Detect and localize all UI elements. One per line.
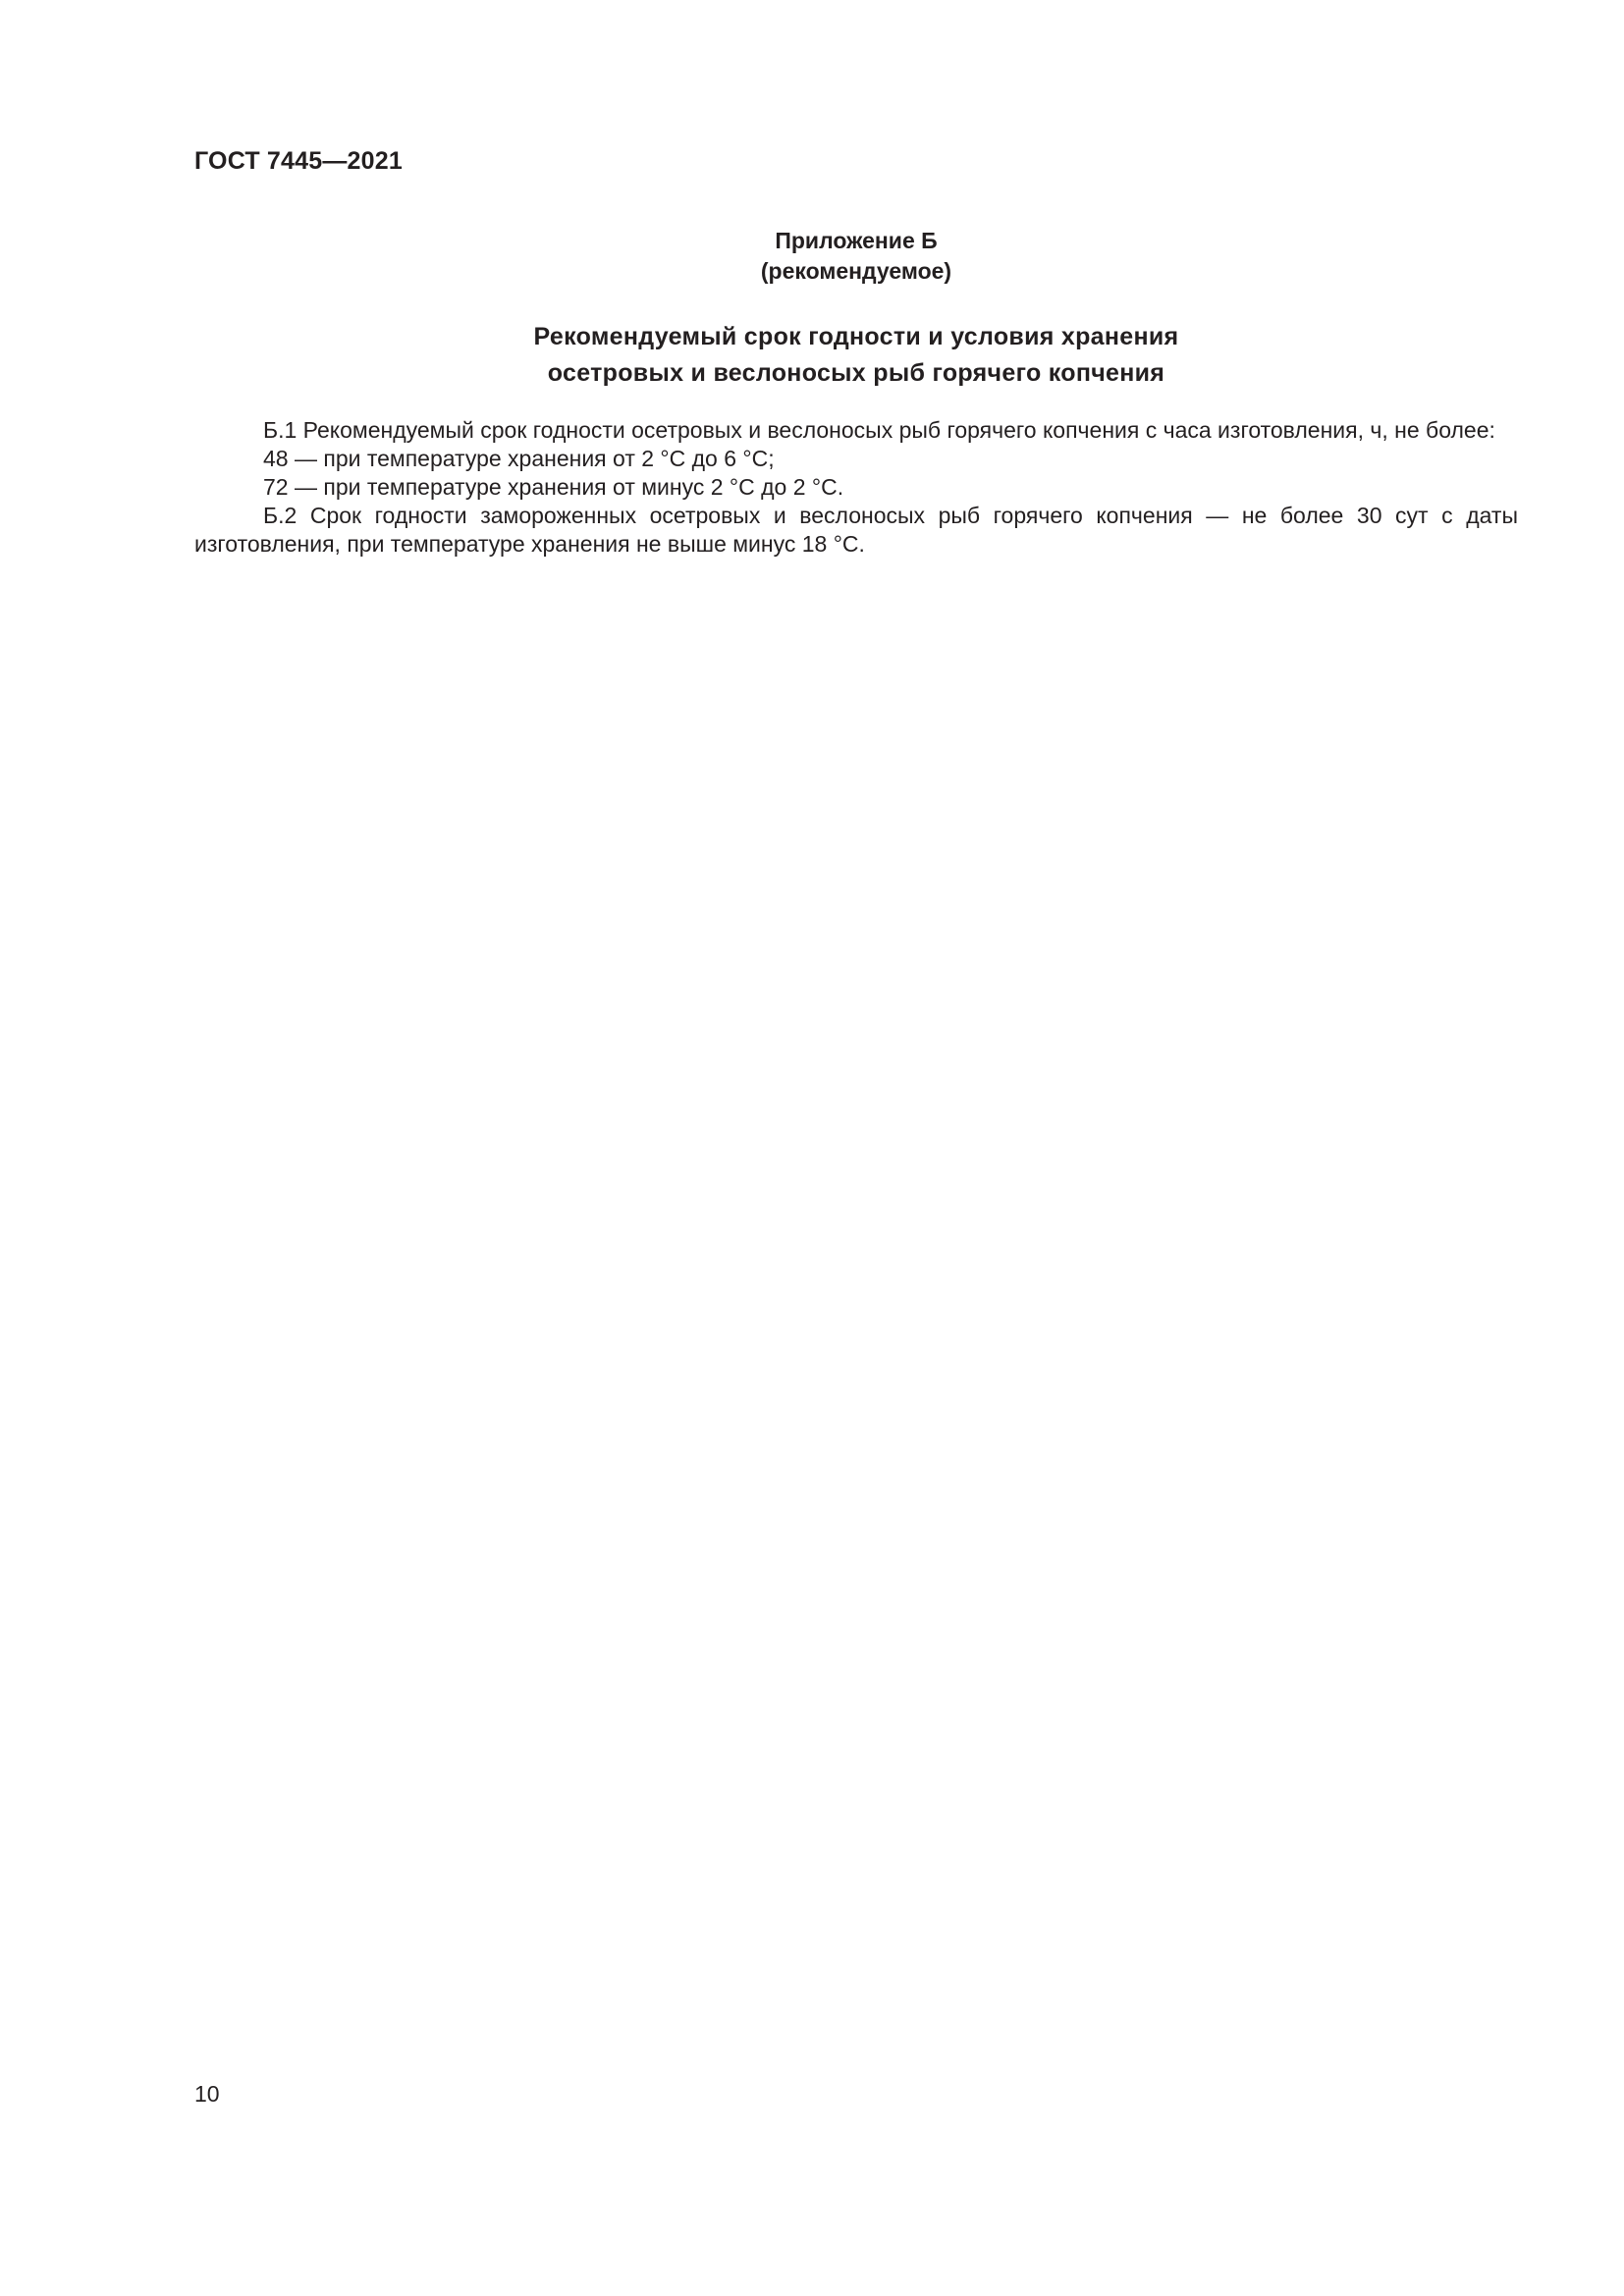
document-code: ГОСТ 7445—2021 (194, 147, 403, 175)
appendix-name: Приложение Б (775, 228, 938, 253)
paragraph-b1: Б.1 Рекомендуемый срок годности осетровых и веслоносых рыб горячего копчения с часа изготовления, ч, не более: (263, 417, 1495, 443)
list-item-72: 72 — при температуре хранения от минус 2 °С до 2 °С. (263, 474, 844, 500)
appendix-title-line-2: осетровых и веслоносых рыб горячего копчения (547, 359, 1165, 387)
appendix-heading (194, 226, 1518, 287)
appendix-status: (рекомендуемое) (760, 258, 952, 284)
body-text (194, 416, 1518, 559)
page-number: 10 (194, 2081, 220, 2107)
list-item-48: 48 — при температуре хранения от 2 °С до 6 °С; (263, 446, 775, 471)
appendix-title (194, 319, 1518, 392)
appendix-title-line-1: Рекомендуемый срок годности и условия хранения (533, 323, 1179, 350)
paragraph-b2: Б.2 Срок годности замороженных осетровых и веслоносых рыб горячего копчения — не более 30 сут с даты изготовления, при температуре хранения не выше минус 18 °С. (194, 503, 1518, 557)
